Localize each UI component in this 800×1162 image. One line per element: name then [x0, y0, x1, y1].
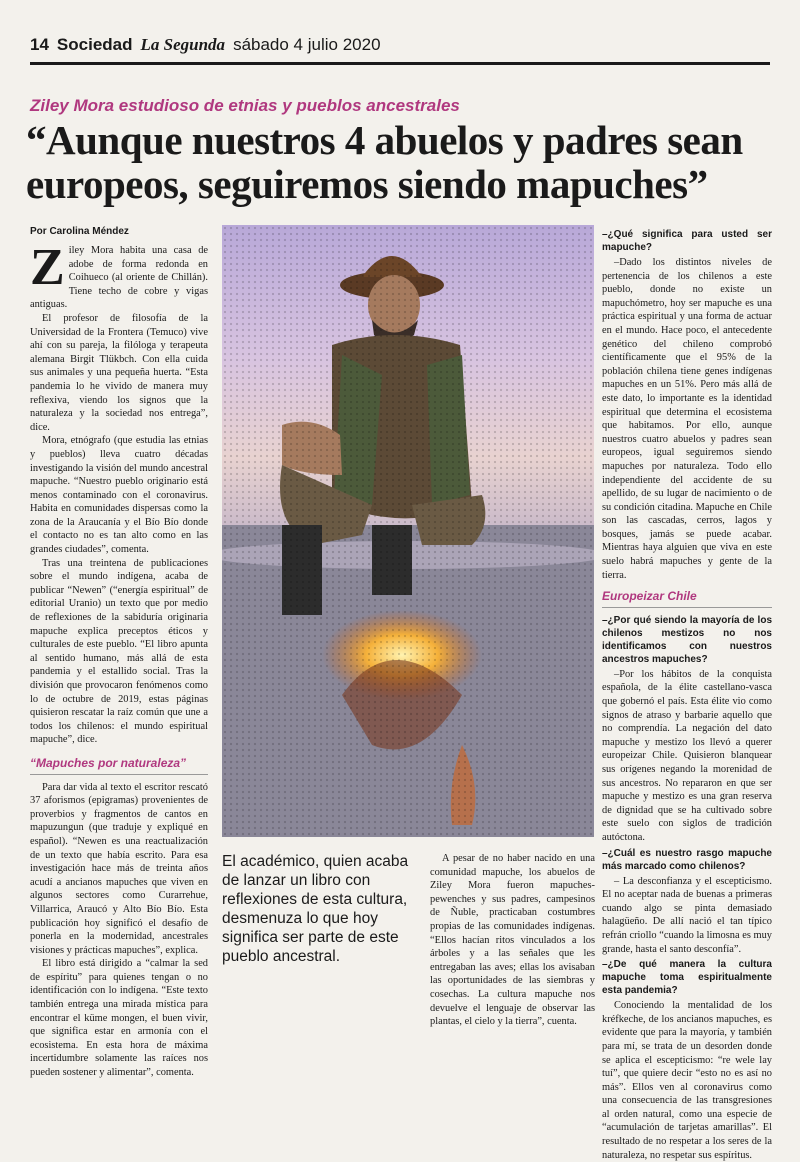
section-name: Sociedad	[56, 35, 133, 54]
paragraph: –Dado los distintos niveles de pertenencia de los chilenos a este pueblo, donde no existe un mapuchómetro, hoy ser mapuche es una práctica espiritual y una forma de actuar en el mundo. Hace poco, el antecedente genético del chileno comprobó científicamente que el 95% de la población chilena tiene genes indígenas mapuches en un 51%. Pero más allá de este dato, lo importante es la identidad espiritual que determina el ecosistema que habitamos. Por ello, aunque nuestros cuatro abuelos y padres sean europeos, igual seguiremos siendo mapuches por naturaleza. Todo ello independiente del accidente de su apellido, de su lugar de nacimiento o de su condición citadina. Mapuche en Chile son las cascadas, cerros, lagos y bosques, jamás se puede acabar. Mientras haya alguien que viva en este suelo habrá mapuches y gente de la tierra.	[602, 257, 772, 581]
page-number: 14	[30, 35, 49, 54]
publication-date: sábado 4 julio 2020	[233, 35, 381, 54]
photo-illustration	[222, 225, 594, 837]
column-3	[602, 226, 772, 1162]
article-headline: “Aunque nuestros 4 abuelos y padres sean europeos, seguiremos siendo mapuches”	[26, 117, 743, 207]
interview-question: –¿Cuál es nuestro rasgo mapuche más marcado como chilenos?	[602, 847, 772, 872]
photo-caption: El académico, quien acaba de lanzar un libro con reflexiones de esta cultura, desmenuza lo que hoy significa ser parte de este pueblo ancestral.	[222, 853, 409, 965]
newspaper-name: La Segunda	[140, 35, 226, 54]
paragraph: Para dar vida al texto el escritor rescató 37 aforismos (epigramas) provenientes de proverbios y fragmentos de cantos en mapuzungun (que traduje y expliqué en español). “Newen es una reactualización de un texto que había escrito. Para esa investigación hace más de treinta años acudí a ancianos mapuches que viven en algunos sectores como Curarrehue, Villarrica, Araucó y Alto Bío Bío. Esta publicación hoy significó el desafío de ponerla en la modernidad, ancestrales visiones y prácticas mapuches”, explica.	[30, 781, 208, 956]
page-header	[30, 30, 770, 60]
column-2-bottom	[430, 852, 595, 1029]
header-rule	[30, 62, 770, 65]
article-photo	[222, 225, 594, 837]
paragraph: –Por los hábitos de la conquista española, de la élite castellano-vasca que gobernó el país. Esta élite vio como signos de atraso y barbarie aquello que no comprendía. La negación del dato mapuche y mestizo los llevó a querer europeizar Chile. Quisieron blanquear sus orígenes negando la morenidad de sus ancestros. No repararon en que ser mapuche y mestizo es una gran reserva de dignidad que se ha cultivado sobre este suelo con siglos de tradición autóctona.	[602, 668, 772, 843]
subheading: Europeizar Chile	[602, 590, 772, 608]
interview-question: –¿Por qué siendo la mayoría de los chilenos mestizos no nos identificamos con nuestros ancestros mapuches?	[602, 614, 772, 665]
paragraph: iley Mora habita una casa de adobe de forma redonda en Coihueco (al oriente de Chillán). Tiene techo de cobre y vigas antiguas.	[30, 245, 208, 311]
dropcap: Z	[30, 239, 65, 296]
byline: Por Carolina Méndez	[30, 226, 129, 237]
paragraph: El profesor de filosofía de la Universidad de la Frontera (Temuco) vive ahí con su pareja, la filóloga y terapeuta alemana Birgit Tlükbch. Con ella cuida sus animales y una pequeña huerta. “Esta pandemia lo he vivido de manera muy reflexiva, viendo los signos que la naturaleza y la sociedad nos entrega”, dice.	[30, 312, 208, 433]
paragraph: Mora, etnógrafo (que estudia las etnias y pueblos) lleva cuatro décadas investigando la visión del mundo ancestral mapuche. “Nuestro pueblo originario está menos contaminado con el coronavirus. Habita en comunidades dispersas como la zona de la Araucanía y el Bío Bío donde el contacto no es tan alto como en las grandes ciudades”, comenta.	[30, 435, 208, 556]
paragraph: Conociendo la mentalidad de los kréfkeche, de los ancianos mapuches, es evidente que para la mayoría, y también para mí, se trata de un desorden donde se aplica el escepticismo: “re wele lay tuí”, que quiere decir “esto no es así no más”. Ellos ven al coronavirus como una consecuencia de las transgresiones al orden natural, como una especie de “acumulación de tarjetas amarillas”. El resultado de no respetar a los seres de la naturaleza, no respetar sus espíritus.	[602, 1000, 772, 1161]
article-kicker: Ziley Mora estudioso de etnias y pueblos ancestrales	[30, 96, 460, 115]
subheading: “Mapuches por naturaleza”	[30, 757, 208, 775]
interview-question: –¿Qué significa para usted ser mapuche?	[602, 229, 772, 253]
paragraph: El libro está dirigido a “calmar la sed de espíritu” para quienes tengan o no identificación con lo indígena. “Este texto también entrega una mirada mística para encontrar el küme mongen, el buen vivir, que significa estar en armonía con el ecosistema. En esta hora de máxima incertidumbre solamente las raíces nos pueden sostener y alimentar”, comenta.	[30, 958, 208, 1079]
paragraph: Tras una treintena de publicaciones sobre el mundo indígena, acaba de publicar “Newen” (“energía espiritual” de editorial Uranio) un texto que por medio de reflexiones de la sabiduría originaria mapuche explica preceptos éticos y culturales de este pueblo. “El libro apunta al sentido humano, más allá de esta pandemia y el estallido social. Tras la división que provocaron fenómenos como lo de octubre de 2019, estas páginas quisieron rescatar la raíz común que une a todos los chilenos: el mundo espiritual mapuche”, dice.	[30, 557, 208, 746]
paragraph: A pesar de no haber nacido en una comunidad mapuche, los abuelos de Ziley Mora fueron mapuches-pewenches y sus padres, campesinos de Ñuble, practicaban costumbres propias de las comunidades indígenas. “Ellos hacían ritos vinculados a los árboles y a las señales que les entregaban las aves; ellas los avisaban las oportunidades de las siembras y cosechas. La cultura mapuche nos devuelve el lenguaje de observar las plantas, el cielo y la tierra”, cuenta.	[430, 853, 595, 1028]
paragraph: – La desconfianza y el escepticismo. El no aceptar nada de buenas a primeras cuando algo se pinta demasiado halagüeño. De allí nació el tan típico refrán criollo “cuando la limosna es muy grande, hasta el santo desconfía”.	[602, 875, 772, 955]
interview-question: –¿De qué manera la cultura mapuche toma espiritualmente esta pandemia?	[602, 959, 772, 997]
column-1	[30, 239, 208, 1080]
